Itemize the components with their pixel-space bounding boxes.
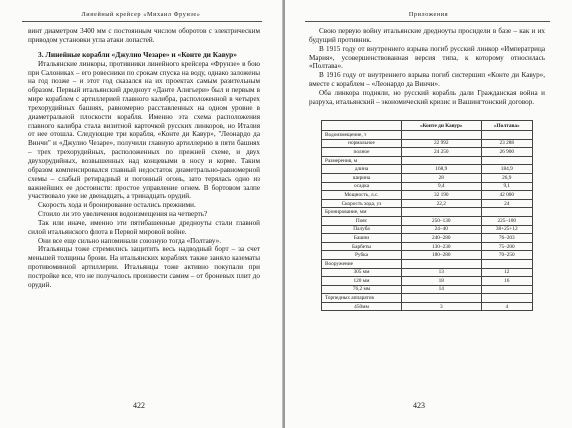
paragraph: Стоило ли это увеличения водоизмещения на четверть? (38, 210, 208, 219)
table-cell-label: Барбеты (322, 242, 402, 251)
table-cell-cavour: 13 (402, 268, 482, 277)
paragraph: Оба линкора подняли, но русский корабль дали Гражданская война и разруха, итальянский – экономический кризис и Вашингтонский договор. (309, 88, 545, 106)
table-cell-label: Бронирование, мм (322, 208, 402, 217)
table-cell-cavour: 250–130 (402, 216, 482, 225)
table-cell-poltava: 76–203 (481, 234, 532, 243)
table-cell-cavour: 130–230 (402, 242, 482, 251)
specs-table (321, 120, 533, 311)
table-cell-cavour (402, 259, 482, 268)
table-body (322, 131, 533, 311)
table-cell-poltava: 42 000 (481, 191, 532, 200)
paragraph: В 1916 году от внутреннего взрыва погиб систершип «Конте ди Кавур», вместе с кораблем – «Леонардо да Винчи». (309, 71, 545, 89)
table-cell-cavour: 168,9 (402, 165, 482, 174)
table-header-cell: «Конте ди Кавур» (402, 121, 482, 131)
table-cell-label: Вооружение (322, 259, 402, 268)
table-row (322, 225, 533, 234)
table-cell-label: Мощность, л.с. (322, 191, 402, 200)
table-cell-label: полное (322, 148, 402, 157)
table-cell-poltava: 70–250 (481, 251, 532, 260)
table-row (322, 251, 533, 260)
table-cell-poltava: 75–200 (481, 242, 532, 251)
table-header-cell: «Полтава» (481, 121, 532, 131)
table-section-row (322, 208, 533, 217)
table-cell-poltava (481, 259, 532, 268)
table-section-row (322, 259, 533, 268)
table-cell-label: Башни (322, 234, 402, 243)
table-cell-label: 450мм (322, 302, 402, 311)
table-cell-label: Рубка (322, 251, 402, 260)
table-cell-cavour: 24 250 (402, 148, 482, 157)
running-head-right: Приложения (408, 11, 449, 18)
table-cell-poltava (481, 131, 532, 140)
right-body-text (309, 27, 545, 107)
table-cell-label: 305 мм (322, 268, 402, 277)
paragraph: Так или иначе, именно эти пятибашенные дредноуты стали главной силой итальянского флота в Первой мировой войне. (28, 218, 260, 236)
table-header-row (322, 121, 533, 131)
table-cell-poltava (481, 156, 532, 165)
paragraph: Итальянцы тоже стремились защитить весь надводный борт – за счет меньшей толщины брони. На итальянских кораблях также заняло казематы противоминной артиллерии. Итальянцы тоже активно покупали при постройке все, что не получалось произвести самим – от броневых плит до орудий. (28, 245, 260, 289)
table-cell-poltava (481, 208, 532, 217)
paragraph: винт диаметром 3400 мм с постоянным числом оборотов с электрическим приводом установки угла атаки лопастей. (28, 27, 260, 44)
table-row (322, 242, 533, 251)
table-cell-label: Торпедных аппаратов (322, 294, 402, 303)
table-cell-poltava: 184,9 (481, 165, 532, 174)
table-row (322, 182, 533, 191)
table-cell-cavour (402, 156, 482, 165)
table-section-row (322, 156, 533, 165)
paragraph: В 1915 году от внутреннего взрыва погиб русский линкор «Императрица Мария», усовершенствованная версия типа, к которому относилась «Полтава». (309, 44, 545, 71)
left-page (0, 0, 283, 428)
section-heading: 3. Линейные корабли «Джулио Чезаре» и «Конте ди Кавур» (38, 49, 237, 59)
table-cell-cavour: 9,4 (402, 182, 482, 191)
paragraph: Скорость хода и бронирование остались прежними. (38, 201, 196, 210)
table-cell-poltava: 225–100 (481, 216, 532, 225)
table-row (322, 148, 533, 157)
table-row (322, 191, 533, 200)
table-cell-label: Водоизмещение, т (322, 131, 402, 140)
table-cell-cavour (402, 131, 482, 140)
header-rule (22, 21, 262, 22)
left-body-text (28, 27, 260, 290)
paragraph: Итальянские линкоры, противники линейного крейсера «Фрунзе» в бою при Салониках – его ровесники по срокам спуска на воду, однако заложены на год позже – и этот год сказался на их проектах самым разительным образом. Первый итальянский дредноут «Данте Алигьери» был и первым в мире кораблем с артиллерией главного калибра, расположенной в четырех трехорудийных башнях, равномерно расставленных на одном уровне в диаметральной плоскости корабля. Именно эта схема расположения главного калибра стала визитной карточкой русских линкоров, но Италия от нее отошла. Следующие три корабля, «Конте ди Кавур», "Леонардо да Винчи" и «Джулио Чезаре», получили главную артиллерию в пяти башнях – трех трехорудийных, расположенных по прежней схеме, и двух двухорудийных, возвышенных над концевыми в носу и корме. Таким образом компенсировался главный недостаток диаметрально-равномерной схемы – слабый ретирадный и погонный огонь, зато терялась одно из важнейших ее достоинств: простое управление огнем. В бортовом залпе участвовало уже не двенадцать, а тринадцать орудий. (28, 59, 260, 201)
table-section-row (322, 131, 533, 140)
table-row (322, 199, 533, 208)
table-cell-poltava: 38+25+12 (481, 225, 532, 234)
table-row (322, 139, 533, 148)
table-cell-poltava: 26,9 (481, 173, 532, 182)
table-cell-cavour: 14 (402, 285, 482, 294)
table-cell-cavour: 180–280 (402, 251, 482, 260)
table-cell-label: Пояс (322, 216, 402, 225)
paragraph: Свою первую войну итальянские дредноуты просидели в базе – как и их будущий противник. (309, 27, 545, 44)
table-section-row (322, 294, 533, 303)
page-number: 423 (413, 401, 425, 410)
table-cell-poltava: 9,1 (481, 182, 532, 191)
table-cell-cavour: 24–40 (402, 225, 482, 234)
paragraph: Они все еще сильно напоминали союзную тогда «Полтаву». (38, 236, 221, 245)
table-cell-label: 120 мм (322, 277, 402, 286)
table-row (322, 173, 533, 182)
table-cell-label: Размерения, м (322, 156, 402, 165)
table-row (322, 302, 533, 311)
page-number: 422 (133, 401, 145, 410)
table-cell-cavour (402, 294, 482, 303)
table-cell-label: длина (322, 165, 402, 174)
table-cell-cavour: 32 190 (402, 191, 482, 200)
table-cell-poltava: 24 (481, 199, 532, 208)
table-cell-cavour: 240–280 (402, 234, 482, 243)
header-rule (305, 21, 550, 22)
running-head-left: Линейный крейсер «Михаил Фрунзе» (81, 11, 201, 18)
table-row (322, 165, 533, 174)
table-cell-cavour: 28 (402, 173, 482, 182)
table-row (322, 285, 533, 294)
table-row (322, 268, 533, 277)
table-header-cell (322, 121, 402, 131)
table-cell-cavour: 22,2 (402, 199, 482, 208)
table-cell-poltava: 12 (481, 268, 532, 277)
table-cell-cavour: 3 (402, 302, 482, 311)
table-cell-poltava (481, 285, 532, 294)
table-cell-poltava: 16 (481, 277, 532, 286)
table-cell-cavour: 22 992 (402, 139, 482, 148)
table-row (322, 277, 533, 286)
table-cell-label: Палуба (322, 225, 402, 234)
table-cell-label: ширина (322, 173, 402, 182)
table-cell-cavour: 18 (402, 277, 482, 286)
table-cell-label: нормальное (322, 139, 402, 148)
table-cell-poltava: 23 288 (481, 139, 532, 148)
table-cell-poltava: 26 900 (481, 148, 532, 157)
table-row (322, 234, 533, 243)
table-cell-label: 76,2 мм (322, 285, 402, 294)
table-cell-label: осадка (322, 182, 402, 191)
table-row (322, 216, 533, 225)
table-cell-label: Скорость хода, уз (322, 199, 402, 208)
table-cell-poltava: 4 (481, 302, 532, 311)
table-cell-cavour (402, 208, 482, 217)
table-cell-poltava (481, 294, 532, 303)
right-page (285, 0, 572, 428)
